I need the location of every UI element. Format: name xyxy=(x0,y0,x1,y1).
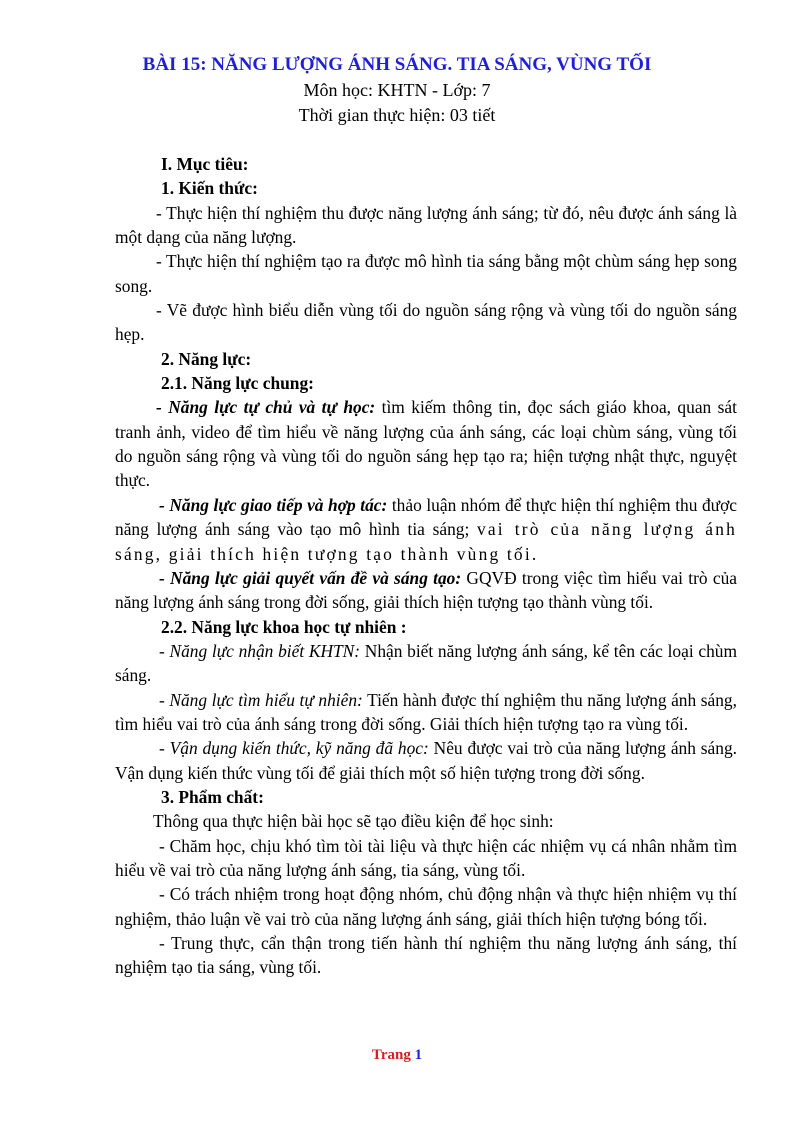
page-number: 1 xyxy=(414,1047,423,1063)
general-competency-item xyxy=(115,493,737,566)
qualities-item: - Có trách nhiệm trong hoạt động nhóm, chủ động nhận và thực hiện nhiệm vụ thí nghiệm, thảo luận về vai trò của năng lượng ánh sáng, giải thích hiện tượng bóng tối. xyxy=(115,884,737,929)
lesson-title: BÀI 15: NĂNG LƯỢNG ÁNH SÁNG. TIA SÁNG, VÙNG TỐI xyxy=(142,54,652,75)
heading-science-competency: 2.2. Năng lực khoa học tự nhiên : xyxy=(161,616,407,637)
page-footer xyxy=(0,1047,794,1064)
qualities-item: - Chăm học, chịu khó tìm tòi tài liệu và thực hiện các nhiệm vụ cá nhân nhằm tìm hiểu về vai trò của năng lượng ánh sáng, tia sáng, vùng tối. xyxy=(115,835,737,880)
competency-text: Nêu được vai trò của năng lượng ánh sáng. Vận dụng kiến thức vùng tối để giải thích một số hiện tượng trong đời sống. xyxy=(115,738,737,783)
competency-text-spaced: vai trò của năng lượng ánh sáng, giải thích hiện tượng tạo thành vùng tối. xyxy=(115,519,737,564)
document-body xyxy=(115,152,737,980)
heading-general-competency: 2.1. Năng lực chung: xyxy=(161,373,314,394)
heading-competency: 2. Năng lực: xyxy=(161,348,252,369)
science-competency-item xyxy=(115,688,737,737)
competency-label: - Năng lực nhận biết KHTN: xyxy=(159,640,361,661)
general-competency-item xyxy=(115,395,737,492)
science-competency-item xyxy=(115,736,737,785)
heading-knowledge: 1. Kiến thức: xyxy=(161,178,258,199)
heading-qualities: 3. Phẩm chất: xyxy=(161,786,264,807)
competency-text: thảo luận nhóm để thực hiện thí nghiệm thu được năng lượng ánh sáng vào tạo mô hình tia sáng; xyxy=(115,494,738,540)
competency-text: GQVĐ trong việc tìm hiểu vai trò của năng lượng ánh sáng trong đời sống, giải thích hiện tượng tạo thành vùng tối. xyxy=(115,567,737,613)
qualities-item: - Trung thực, cẩn thận trong tiến hành thí nghiệm thu năng lượng ánh sáng, thí nghiệm tạo tia sáng, vùng tối. xyxy=(115,933,737,978)
competency-label: - Năng lực giao tiếp và hợp tác: xyxy=(159,494,388,515)
page-label: Trang xyxy=(371,1047,411,1063)
subject-line: Môn học: KHTN - Lớp: 7 xyxy=(303,80,491,100)
duration-line: Thời gian thực hiện: 03 tiết xyxy=(298,105,496,125)
qualities-intro: Thông qua thực hiện bài học sẽ tạo điều kiện để học sinh: xyxy=(153,811,554,832)
competency-text: tìm kiếm thông tin, đọc sách giáo khoa, quan sát tranh ảnh, video để tìm hiểu về năng lượng của ánh sáng, các loại chùm sáng, vùng tối do nguồn sáng rộng và vùng tối do nguồn sáng hẹp tạo ra; hiện tượng nhật thực, nguyệt thực. xyxy=(115,397,737,491)
competency-label: - Năng lực tự chủ và tự học: xyxy=(156,397,376,418)
competency-text: Nhận biết năng lượng ánh sáng, kể tên các loại chùm sáng. xyxy=(115,640,737,686)
knowledge-item: - Vẽ được hình biểu diễn vùng tối do nguồn sáng rộng và vùng tối do nguồn sáng hẹp. xyxy=(115,300,737,345)
knowledge-item: - Thực hiện thí nghiệm thu được năng lượng ánh sáng; từ đó, nêu được ánh sáng là một dạng của năng lượng. xyxy=(115,202,737,248)
section-heading-objectives: I. Mục tiêu: xyxy=(161,154,249,174)
competency-text: Tiến hành được thí nghiệm thu năng lượng ánh sáng, tìm hiểu vai trò của ánh sáng trong đời sống. Giải thích hiện tượng tạo ra vùng tối. xyxy=(115,689,737,734)
knowledge-item: - Thực hiện thí nghiệm tạo ra được mô hình tia sáng bằng một chùm sáng hẹp song song. xyxy=(115,251,737,296)
competency-label: - Năng lực tìm hiểu tự nhiên: xyxy=(159,689,363,710)
science-competency-item xyxy=(115,639,737,688)
general-competency-item xyxy=(115,566,737,615)
competency-label: - Năng lực giải quyết vấn đề và sáng tạo: xyxy=(159,567,462,588)
competency-label: - Vận dụng kiến thức, kỹ năng đã học: xyxy=(159,738,429,759)
